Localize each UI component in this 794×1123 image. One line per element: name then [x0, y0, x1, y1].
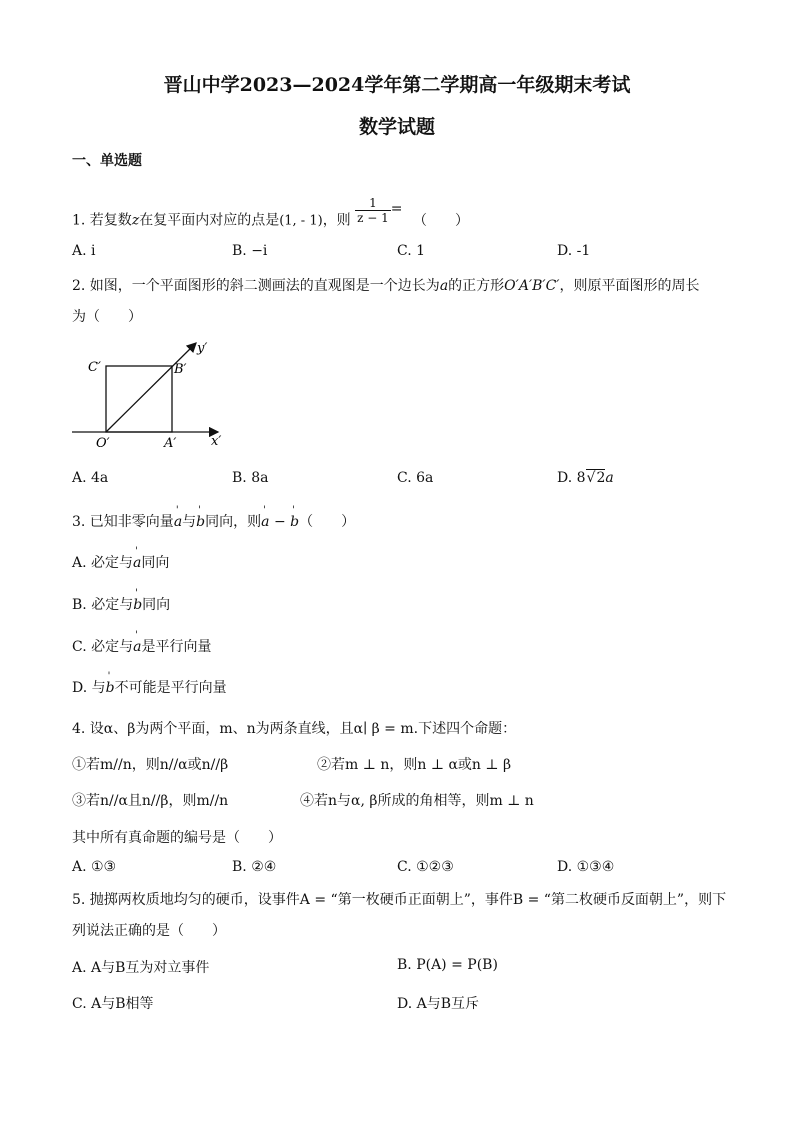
- label-b: B′: [174, 362, 187, 377]
- q4-option-c: C. ①②③: [397, 859, 454, 875]
- q2-option-a: A. 4a: [72, 470, 109, 486]
- q5-option-c: C. A与B相等: [72, 996, 154, 1012]
- exam-subtitle: 数学试题: [358, 116, 435, 138]
- question-5-stem-line2: 列说法正确的是（ ）: [72, 923, 226, 939]
- q4-proposition-1: ①若m//n，则n//α或n//β: [72, 757, 229, 773]
- q3-option-b: B. 必定与' b同向: [72, 594, 170, 614]
- q4-proposition-3: ③若n//α且n//β，则m//n: [72, 793, 229, 809]
- label-y: y′: [197, 341, 208, 356]
- q5-option-d: D. A与B互斥: [397, 996, 480, 1012]
- q2-option-d: D. 8√2a: [557, 470, 614, 486]
- question-2-stem: 2. 如图，一个平面图形的斜二测画法的直观图是一个边长为a的正方形O′A′B′C′，则原平面图形的周长: [72, 278, 700, 294]
- section-heading: 一、单选题: [72, 153, 142, 169]
- q1-option-b: B. −i: [232, 243, 268, 259]
- q4-question: 其中所有真命题的编号是（ ）: [72, 830, 282, 846]
- q4-option-b: B. ②④: [232, 859, 277, 875]
- q3-option-a: A. 必定与' a同向: [72, 552, 169, 572]
- q2-option-b: B. 8a: [232, 470, 269, 486]
- q4-proposition-4: ④若n与α, β所成的角相等，则m ⊥ n: [300, 793, 534, 809]
- oblique-square-diagram: [66, 335, 236, 450]
- q1-option-c: C. 1: [397, 243, 426, 259]
- question-3-stem: 3. 已知非零向量' a与' b同向，则' a − ' b（ ）: [72, 511, 355, 531]
- label-a: A′: [164, 436, 177, 450]
- q1-option-d: D. -1: [557, 243, 591, 259]
- question-5-stem: 5. 抛掷两枚质地均匀的硬币，设事件A = “第一枚硬币正面朝上”，事件B = “第二枚硬币反面朝上”，则下: [72, 892, 727, 908]
- question-1-stem: 1. 若复数z在复平面内对应的点是(1, - 1)，则 $\frac{1}{z - 1}$ = （ ）: [72, 196, 469, 229]
- q4-option-d: D. ①③④: [557, 859, 615, 875]
- q1-option-a: A. i: [72, 243, 96, 259]
- question-2-stem-line2: 为（ ）: [72, 309, 142, 325]
- label-c: C′: [88, 360, 101, 375]
- q5-option-b: B. P(A) = P(B): [397, 957, 498, 973]
- q2-option-c: C. 6a: [397, 470, 434, 486]
- label-x: x′: [211, 434, 222, 449]
- q3-option-d: D. 与' b不可能是平行向量: [72, 677, 227, 697]
- q3-option-c: C. 必定与' a是平行向量: [72, 636, 211, 656]
- fraction: $\frac{1}{z - 1}$: [357, 196, 389, 225]
- q4-proposition-2: ②若m ⊥ n，则n ⊥ α或n ⊥ β: [317, 757, 512, 773]
- y-axis: [106, 343, 196, 432]
- label-o: O′: [96, 436, 110, 450]
- q5-option-a: A. A与B互为对立事件: [72, 960, 210, 976]
- q4-option-a: A. ①③: [72, 859, 117, 875]
- exam-title: 晋山中学2023—2024学年第二学期高一年级期末考试: [163, 74, 631, 96]
- question-4-stem: 4. 设α、β为两个平面，m、n为两条直线，且α∣ β = m.下述四个命题：: [72, 721, 517, 737]
